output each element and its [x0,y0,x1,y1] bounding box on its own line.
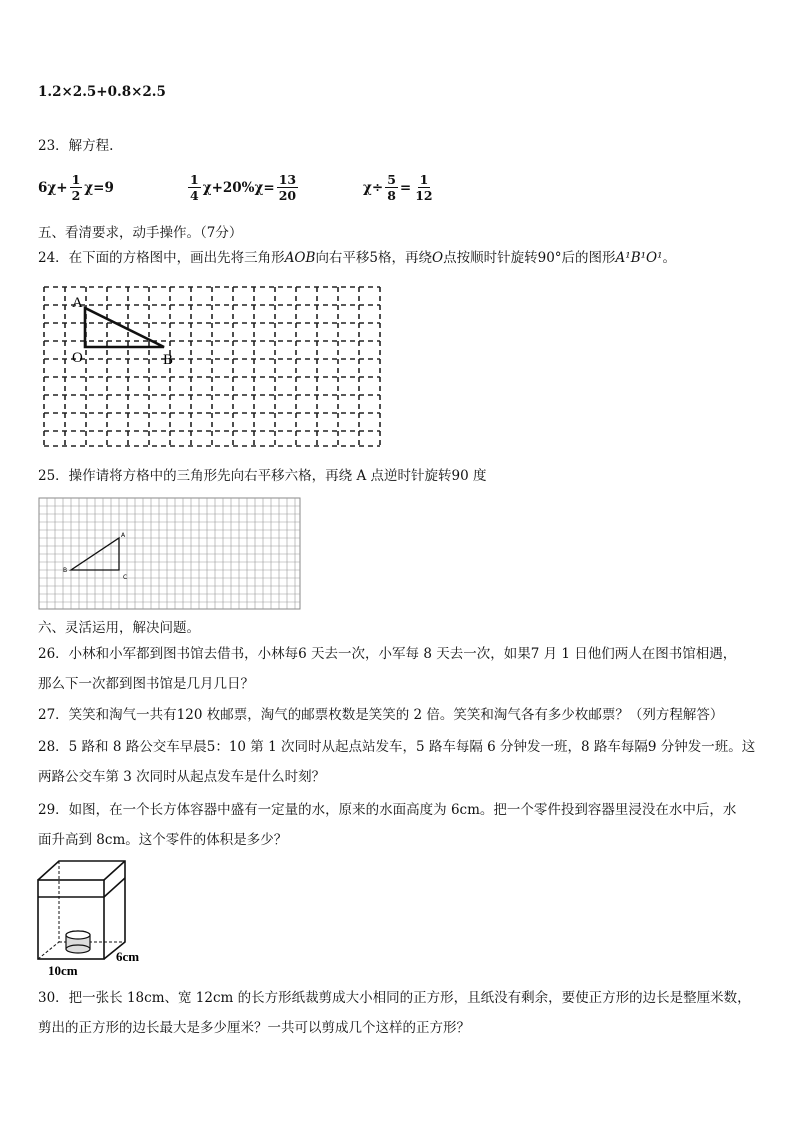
expression-line: 1.2×2.5+0.8×2.5 [38,84,166,100]
q25-label-b: B [63,567,68,574]
equation-1 [38,172,114,203]
q30-line-2: 剪出的正方形的边长最大是多少厘米？一共可以剪成几个这样的正方形？ [38,1020,470,1036]
q25-text: 25．操作请将方格中的三角形先向右平移六格，再绕 A 点逆时针旋转90 度 [38,468,487,484]
q27-text: 27．笑笑和淘气一共有120 枚邮票，淘气的邮票枚数是笑笑的 2 倍。笑笑和淘气各有多少枚邮票？（列方程解答） [38,707,724,723]
q24-aob: AOB [284,250,316,266]
q29-dim-depth: 6cm [116,949,140,964]
eq3-middle: = [399,179,412,196]
section-5-heading: 五、看清要求，动手操作。（7分） [38,225,243,241]
q28-line-1: 28．5 路和 8 路公交车早晨5：10 第 1 次同时从起点站发车，5 路车每隔 6 分钟发一班，8 路车每隔9 分钟发一班。这 [38,739,756,755]
q29-line-2: 面升高到 8cm。这个零件的体积是多少？ [38,832,288,848]
q24-text-b: 向右平移5格，再绕 [315,250,433,266]
equation-2 [186,172,300,203]
eq2-fraction-a [188,172,201,203]
q24-text-c: 点按顺时针旋转90°后的图形 [443,250,616,266]
q29-part-object [66,931,90,953]
eq1-denominator: 2 [71,188,81,203]
q24-label-o: O [72,350,83,366]
q24-end: 。 [662,250,677,266]
eq3-prefix: χ÷ [363,179,384,196]
q25-label-c: C [123,574,128,581]
q25-grid-figure [38,497,301,610]
eq1-prefix: 6χ+ [38,179,68,196]
q29-dim-width: 10cm [48,963,78,978]
eq3-numerator-a: 5 [387,172,396,187]
q24-o: O [432,250,444,266]
q24-triangle-aob [85,308,164,347]
eq2-denominator-b: 20 [278,188,297,203]
eq3-fraction-b [413,172,434,203]
eq3-fraction-a [385,172,398,203]
eq2-numerator-b: 13 [278,172,297,187]
eq3-numerator-b: 1 [419,172,429,187]
eq1-suffix: χ=9 [84,179,114,196]
eq2-numerator-a: 1 [190,172,199,187]
q28-line-2: 两路公交车第 3 次同时从起点发车是什么时刻？ [38,769,326,785]
q26-line-1: 26．小林和小军都到图书馆去借书，小林每6 天去一次，小军每 8 天去一次，如果7 月 1 日他们两人在图书馆相遇， [38,646,737,662]
q25-grid-lines [39,498,300,609]
q25-label-a: A [121,532,126,539]
eq2-middle: χ+20%χ= [202,179,275,196]
eq3-denominator-a: 8 [387,188,396,203]
q24-grid-figure [40,285,385,450]
q30-line-1: 30．把一张长 18cm、宽 12cm 的长方形纸裁剪成大小相同的正方形，且纸没有剩余，要使正方形的边长是整厘米数， [38,990,751,1006]
q24-text-a: 24．在下面的方格图中，画出先将三角形 [38,250,285,266]
q25-grid-border [39,498,300,609]
q24-result: A¹B¹O¹ [615,250,663,266]
eq1-fraction [70,172,83,203]
section-6-heading: 六、灵活运用，解决问题。 [38,620,200,636]
q24-dashed-grid [44,287,380,446]
eq2-denominator-a: 4 [190,188,199,203]
eq1-numerator: 1 [71,172,81,187]
eq3-denominator-b: 12 [415,188,433,203]
equation-3 [363,172,437,203]
q26-line-2: 那么下一次都到图书馆是几月几日？ [38,676,254,692]
q24-text [38,249,676,267]
q29-line-1: 29．如图，在一个长方体容器中盛有一定量的水，原来的水面高度为 6cm。把一个零件投到容器里浸没在水中后，水 [38,802,737,818]
q24-label-b: B [163,352,174,368]
q23-title: 23．解方程. [38,138,114,154]
eq2-fraction-b [277,172,298,203]
q24-label-a: A [72,295,83,311]
q29-container-figure [34,857,154,979]
